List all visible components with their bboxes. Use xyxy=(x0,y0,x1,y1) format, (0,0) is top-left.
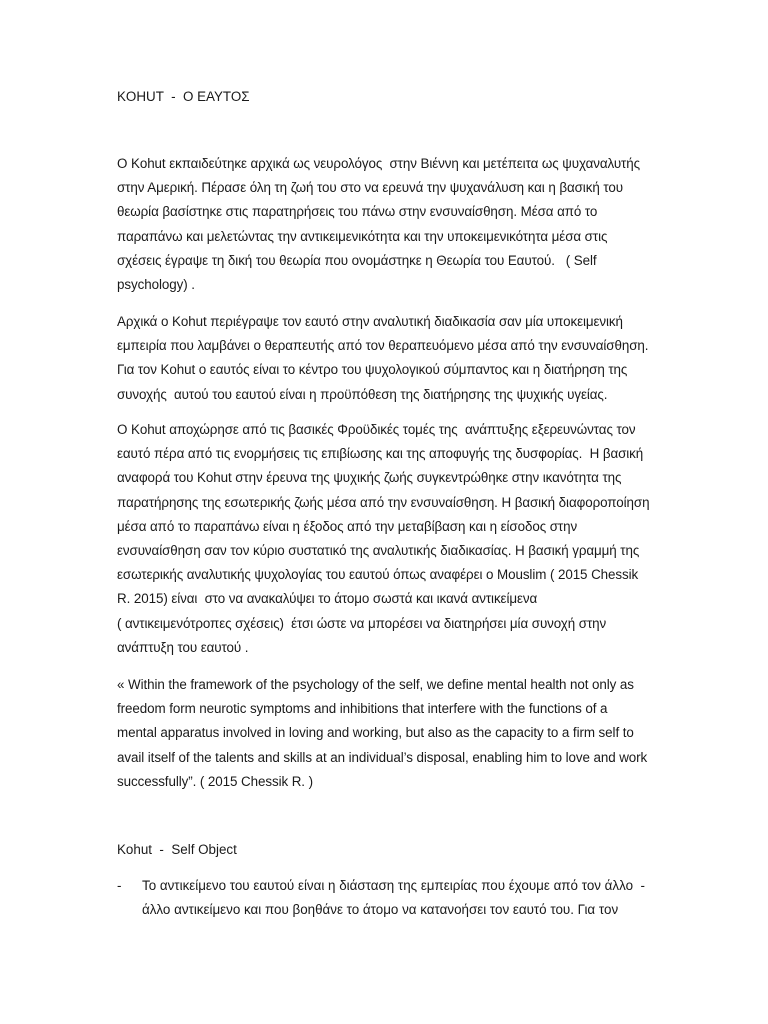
text-line: εαυτό πέρα από τις ενορμήσεις τις επιβίωσης και της αποφυγής της δυσφορίας. Η βασική xyxy=(117,446,644,462)
text-line: Το αντικείμενο του εαυτού είναι η διάσταση της εμπειρίας που έχουμε από τον άλλο - xyxy=(142,878,645,893)
text-line: θεωρία βασίστηκε στις παρατηρήσεις του πάνω στην ενσυναίσθηση. Μέσα από το xyxy=(117,204,598,220)
text-line: Αρχικά ο Kohut περιέγραψε τον εαυτό στην αναλυτική διαδικασία σαν μία υποκειμενική xyxy=(117,314,623,329)
text-line: σχέσεις έγραψε τη δική του θεωρία που ονομάστηκε η Θεωρία του Εαυτού. ( Self xyxy=(117,252,597,268)
text-line: ενσυναίσθηση σαν τον κύριο συστατικό της αναλυτικής διαδικασίας. Η βασική γραμμή της xyxy=(117,543,640,559)
text-line: στην Αμερική. Πέρασε όλη τη ζωή του στο να ερευνά την ψυχανάλυση και η βασική του xyxy=(117,180,623,196)
text-line: παρατήρησης της εσωτερικής ζωής μέσα από την ενσυναίσθηση. Η βασική διαφοροποίηση xyxy=(117,494,650,510)
text-line: συνοχής αυτού του εαυτού είναι η προϋπόθεση της διατήρησης της ψυχικής υγείας. xyxy=(117,386,608,402)
text-line: μέσα από το παραπάνω είναι η έξοδος από την μεταβίβαση και η είσοδος στην xyxy=(117,518,578,534)
text-line: mental apparatus involved in loving and working, but also as the capacity to a firm self to xyxy=(117,725,634,741)
text-line: ( αντικειμενότροπες σχέσεις) έτσι ώστε να μπορέσει να διατηρήσει μία συνοχή στην xyxy=(117,615,607,631)
text-line: ανάπτυξη του εαυτού . xyxy=(117,639,249,655)
text-line: Για τον Kohut ο εαυτός είναι το κέντρο του ψυχολογικού σύμπαντος και η διατήρηση της xyxy=(117,362,628,378)
text-line: R. 2015) είναι στο να ανακαλύψει το άτομο σωστά και ικανά αντικείμενα xyxy=(117,591,538,607)
text-line: εμπειρία που λαμβάνει ο θεραπευτής από τον θεραπευόμενο μέσα από την ενσυναίσθηση. xyxy=(117,338,649,354)
text-line: Ο Kohut αποχώρησε από τις βασικές Φροϋδικές τομές της ανάπτυξης εξερευνώντας τον xyxy=(117,422,636,437)
text-line: « Within the framework of the psychology of the self, we define mental health not only as xyxy=(117,677,634,692)
text-line: αναφορά του Kohut στην έρευνα της ψυχικής ζωής συγκεντρώθηκε στην ικανότητα της xyxy=(117,470,622,486)
text-line: successfully”. ( 2015 Chessik R. ) xyxy=(117,773,313,789)
text-line: παραπάνω και μελετώντας την αντικειμενικότητα και την υποκειμενικότητα μέσα στις xyxy=(117,228,608,244)
bullet-text xyxy=(142,874,662,922)
paragraph-self-description xyxy=(117,310,657,407)
document-title: KOHUT - Ο ΕΑΥΤΟΣ xyxy=(117,89,250,104)
bullet-marker: - xyxy=(117,878,122,893)
paragraph-freudian-departure xyxy=(117,418,657,660)
paragraph-kohut-background xyxy=(117,152,657,297)
section-title: Kohut - Self Object xyxy=(117,842,237,857)
text-line: psychology) . xyxy=(117,277,195,293)
text-line: freedom form neurotic symptoms and inhibitions that interfere with the functions of a xyxy=(117,701,608,717)
text-line: avail itself of the talents and skills at an individual’s disposal, enabling him to love and work xyxy=(117,749,648,765)
paragraph-english-quote xyxy=(117,673,657,794)
text-line: εσωτερικής αναλυτικής ψυχολογίας του εαυτού όπως αναφέρει ο Mouslim ( 2015 Chessik xyxy=(117,567,639,583)
text-line: Ο Kohut εκπαιδεύτηκε αρχικά ως νευρολόγος στην Βιέννη και μετέπειτα ως ψυχαναλυτής xyxy=(117,156,641,171)
text-line: άλλο αντικείμενο και που βοηθάνε το άτομο να κατανοήσει τον εαυτό του. Για τον xyxy=(142,902,619,918)
